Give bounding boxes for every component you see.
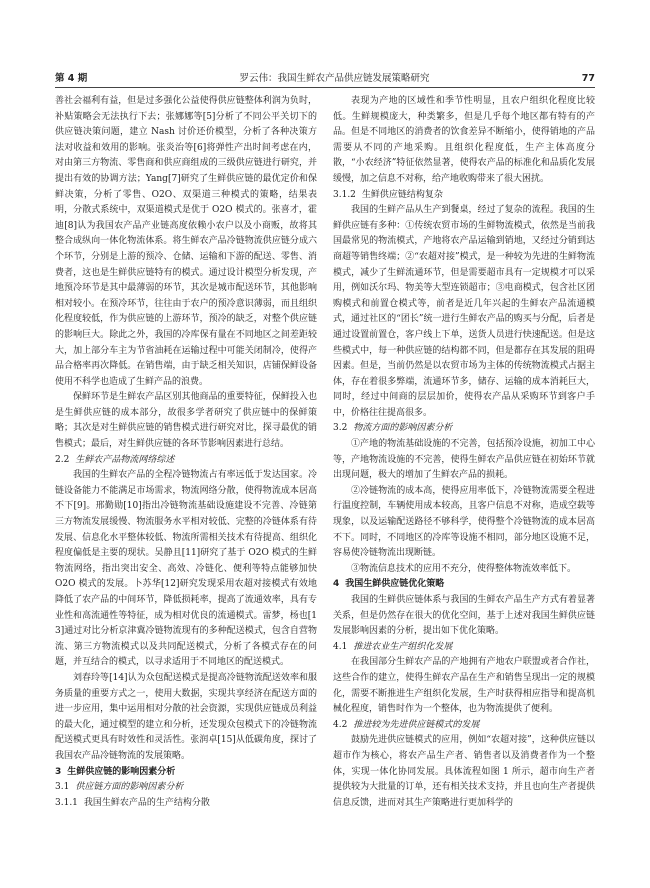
heading-text: 供应链方面的影响因素分析 xyxy=(75,782,184,793)
running-header xyxy=(55,66,595,88)
heading-number: 4.2 xyxy=(333,719,348,730)
heading-number: 3.1 xyxy=(55,782,70,793)
paragraph: ③物流信息技术的应用不充分，使得整体物流效率低下。 xyxy=(351,563,577,574)
heading-text: 推进农业生产组织化发展 xyxy=(353,641,453,652)
subsection-heading xyxy=(55,453,317,469)
paragraph: 我国的生鲜供应链体系与我国的生鲜农产品生产方式有着显著关系，但是仍然存在很大的优化空间，基于上述对我国生鲜供应链发展影响因素的分析，提出如下优化策略。 xyxy=(333,595,595,637)
body-columns xyxy=(55,94,595,870)
issue-number: 第 4 期 xyxy=(55,73,88,84)
paragraph: ②冷链物流的成本高，使得应用率低下，冷链物流需要全程进行温度控制，车辆使用成本较高，且客户信息不对称，造成空载等现象，以及运输配送路径不够科学，使得整个冷链物流的成本居高不下。同时，不同地区的冷库等设施不相同，部分地区设施不足，容易使冷链物流出现断链。 xyxy=(333,485,595,559)
subsection-heading xyxy=(333,421,595,437)
paragraph: 刘春玲等[14]认为众包配送模式是提高冷链物流配送效率和服务质量的重要方式之一，使用大数据，实现共享经济在配送方面的进一步应用，集中运用相对分散的社会资源，实现供应链成员利益的最大化，通过模型的建立和分析，还发现众包模式下的冷链物流配送模式更具有时效性和灵活性。张润卓[15]从低碳角度，探讨了我国农产品冷链物流的发展策略。 xyxy=(55,672,317,761)
heading-text: 我国生鲜供应链优化策略 xyxy=(345,579,445,590)
heading-text: 生鲜供应链的影响因素分析 xyxy=(67,766,176,777)
running-title: 罗云伟：我国生鲜农产品供应链发展策略研究 xyxy=(239,73,430,84)
section-heading xyxy=(333,577,595,593)
heading-number: 3.1.1 xyxy=(55,797,78,808)
paragraph: 鼓励先进供应链模式的应用，例如“农超对接”，这种供应链以超市作为核心，将农产品生产者、销售者以及消费者作为一个整体，实现一体化协同发展。具体流程如图 1 所示，超市向生产者提供较为大批量的订单，还有相关技术支持，并且也向生产者提供信息反馈，进而对其生产策略进行更加科学的 xyxy=(333,735,595,808)
paragraph: 我国的生鲜农产品的全程冷链物流占有率远低于发达国家。冷链设备能力不能满足市场需求，物流网络分散，使得物流成本居高不下[9]。邢勤勋[10]指出冷链物流基础设施建设不完善、冷链第三方物流发展缓慢、物流服务水平相对较低、完整的冷链体系有待发展、信息化水平整体较低、物流所需相关技术有待提高、组织化程度偏低是主要的现状。吴静且[11]研究了基于 O2O 模式的生鲜物流网络，指出突出安全、高效、冷链化、便利等特点能够加快 O2O 模式的发展。卜苏华[12]研究发现采用农超对接模式有效地降低了农产品的中间环节，降低损耗率，提高了流通效率，具有专业性和高流通性等特征，成为相对优良的流通模式。雷梦，杨也[13]通过对比分析京津冀冷链物流现有的多种配送模式，包含自营物流、第三方物流模式以及共同配送模式，分析了各模式存在的问题，并互结合的模式，以寻求适用于不同地区的配送模式。 xyxy=(55,470,317,668)
heading-text: 生鲜供应链结构复杂 xyxy=(361,189,443,200)
heading-number: 3.1.2 xyxy=(333,189,356,200)
paragraph: 善社会福利有益，但是过多强化公益使得供应链整体利润为负时，补贴策略会无法执行下去；张娜娜等[5]分析了不同公平关切下的供应链决策问题，建立 Nash 讨价还价模型，分析了各种决策方法对收益和效用的影响。张炎治等[6]将弹性产出时间考虑在内，对由第三方物流、零售商和供应商组成的三级供应链进行研究，并提出有效的协调方法；Yang[7]研究了生鲜供应链的最优定价和保鲜决策，分析了零售、O2O、双渠道三种模式的策略，结果表明，分散式系统中，双渠道模式是优于 O2O 模式的。张喜才，霍迪[8]认为我国农产品产业链高度依赖小农户以及小商贩，故将其整合成纵向一体化物流体系。将生鲜农产品冷链物流供应链分成六个环节，分别是上游的预冷、仓储、运输和下游的配送、零售、消费者，这也是生鲜供应链特有的模式。通过设计模型分析发现，产地预冷环节是其中最薄弱的环节，其次是城市配送环节，其他影响相对较小。在预冷环节，往往由于农户的预冷意识薄弱，而且组织化程度较低，作为供应链的上游环节，预冷的缺乏，对整个供应链的影响巨大。除此之外，我国的冷库保有量在不同地区之间差距较大，加上部分车主为节省油耗在运输过程中可能关闭制冷，使得产品合格率再次降低。在销售端，由于缺乏相关知识，店铺保鲜设备使用不科学也造成了生鲜产品的浪费。 xyxy=(55,96,317,387)
heading-text: 推进较为先进供应链模式的发展 xyxy=(353,719,480,730)
paragraph: 我国的生鲜产品从生产到餐桌，经过了复杂的流程。我国的生鲜供应链有多种：①传统农贸市场的生鲜物流模式，依然是当前我国最常见的物流模式，产地将农产品运输到销地，又经过分销到达商超等销售终端；②“农超对接”模式，是一种较为先进的生鲜物流模式，减少了生鲜流通环节，但是需要超市具有一定规模才可以采用，例如沃尔玛、物美等大型连锁超市；③电商模式，包含社区团购模式和前置仓模式等，前者是近几年兴起的生鲜农产品流通模式，通过社区的“团长”统一进行生鲜农产品的购买与分配，后者是通过设置前置仓，客户线上下单，送货人员进行快速配送。但是这些模式中，每一种供应链的结构都不同，但是都存在其发展的阻碍因素。但是，当前仍然是以农贸市场为主体的传统物流模式占据主体，存在着很多弊端，流通环节多，储存、运输的成本消耗巨大，同时，经过中间商的层层加价，使得农产品从采购环节到客户手中，价格往往提高很多。 xyxy=(333,205,595,418)
paragraph: 保鲜环节是生鲜农产品区别其他商品的重要特征，保鲜投入也是生鲜供应链的成本部分，故很多学者研究了供应链中的保鲜策略；其次是对生鲜供应链的销售模式进行研究对比，探寻最优的销售模式；最后，对生鲜供应链的各环节影响因素进行总结。 xyxy=(55,392,317,450)
subsection-heading xyxy=(55,780,317,796)
heading-number: 2.2 xyxy=(55,454,70,465)
heading-number: 3.2 xyxy=(333,423,348,434)
paragraph: ①产地的物流基础设施的不完善，包括预冷设施，初加工中心等，产地物流设施的不完善，使得生鲜农产品供应链在初始环节就出现问题，极大的增加了生鲜农产品的损耗。 xyxy=(333,439,595,481)
heading-number: 4 xyxy=(333,579,340,590)
section-heading xyxy=(55,765,317,781)
subsection-heading xyxy=(333,188,595,204)
heading-text: 生鲜农产品物流网络综述 xyxy=(75,454,175,465)
subsection-heading xyxy=(333,640,595,656)
heading-number: 3 xyxy=(55,766,62,777)
paragraph: 在我国部分生鲜农产品的产地拥有产地农户联盟或者合作社，这些合作的建立，使得生鲜农产品在生产和销售呈现出一定的规模化，需要不断推进生产组织化发展，生产时获得相应指导和提高机械化程度，销售时作为一个整体，也为物流提供了便利。 xyxy=(333,657,595,715)
left-column xyxy=(55,94,317,870)
right-column xyxy=(333,94,595,870)
heading-text: 我国生鲜农产品的生产结构分散 xyxy=(83,797,210,808)
heading-number: 4.1 xyxy=(333,641,348,652)
page-number: 77 xyxy=(581,73,595,84)
heading-text: 物流方面的影响因素分析 xyxy=(353,423,453,434)
subsection-heading xyxy=(55,796,317,812)
subsection-heading xyxy=(333,718,595,734)
paragraph: 表现为产地的区域性和季节性明显，且农户组织化程度比较低。生鲜规模庞大，种类繁多，但是几乎每个地区都有特有的产品。但是不同地区的消费者的饮食差异不断缩小，使得销地的产品需要从不同的产地采购。且组织化程度低，生产主体高度分散，“小农经济”特征依然显著，使得农产品的标准化和品质化发展缓慢，加之信息不对称，给产地收购带来了很大困扰。 xyxy=(333,96,595,184)
